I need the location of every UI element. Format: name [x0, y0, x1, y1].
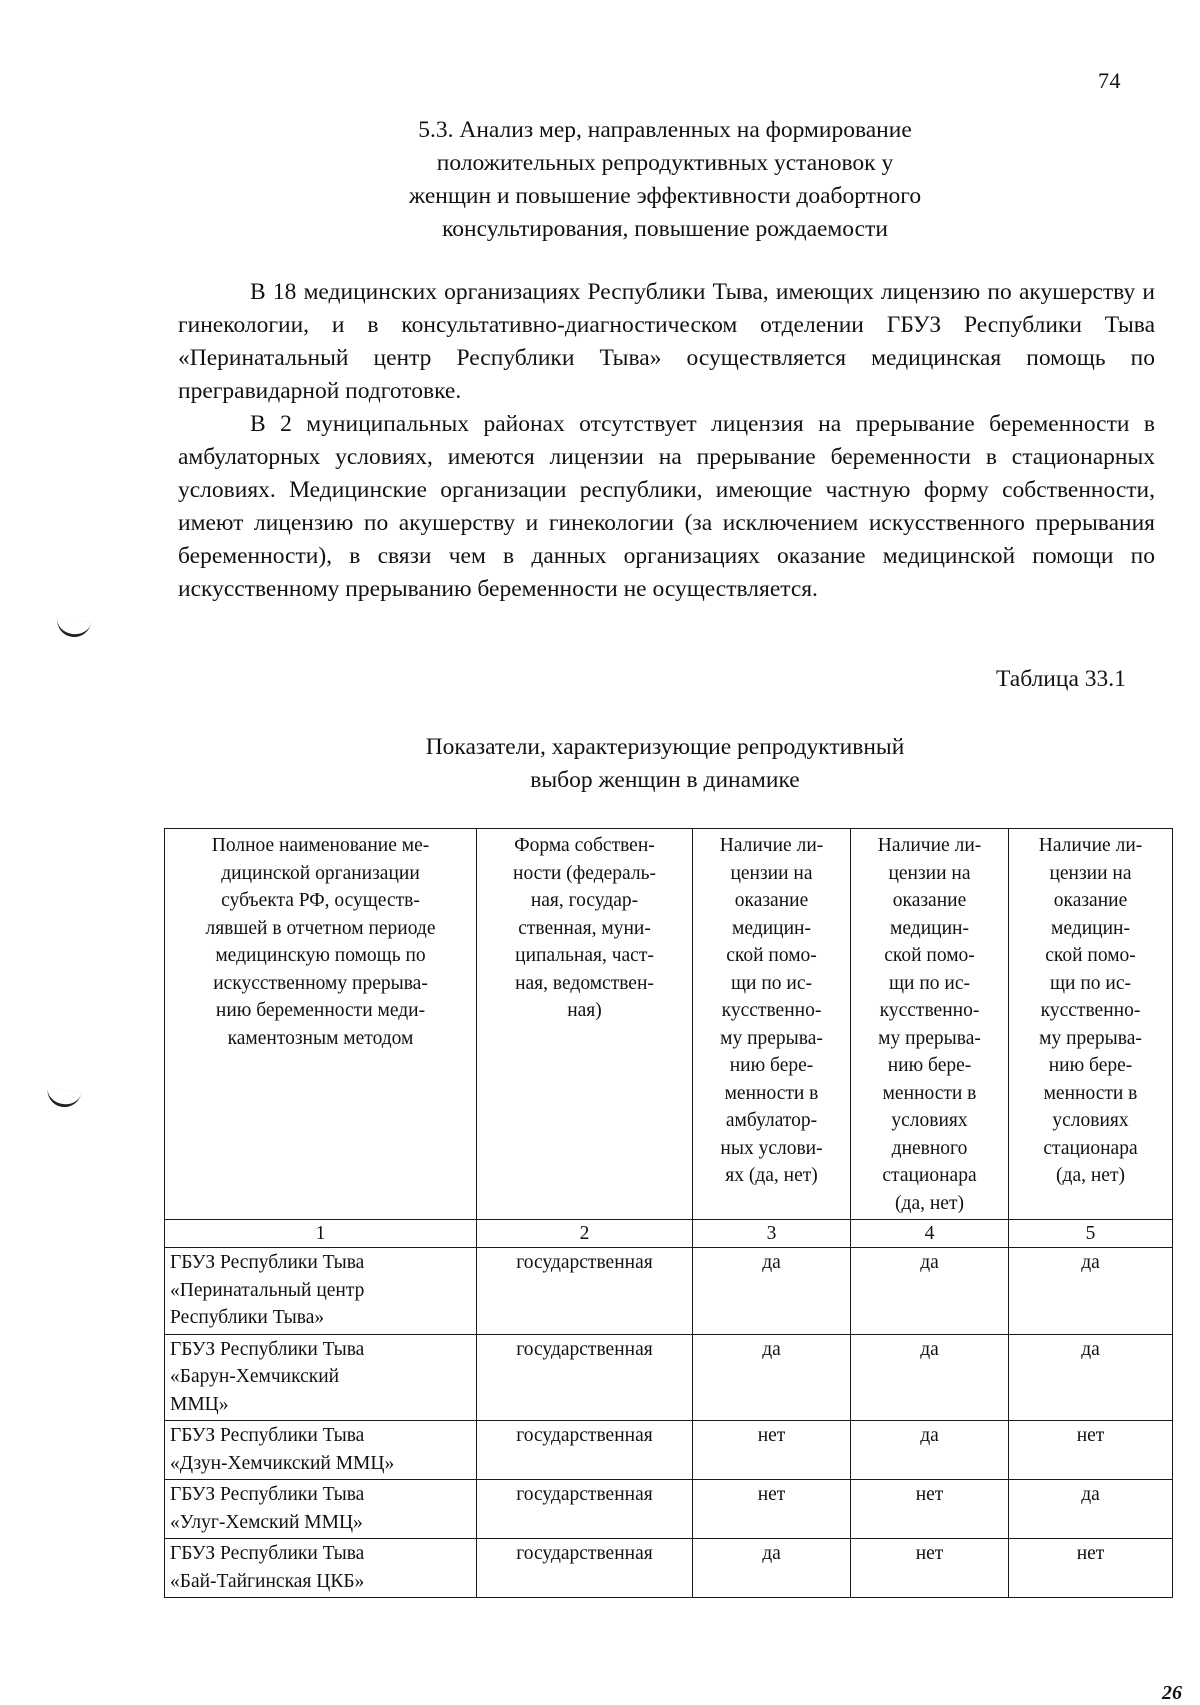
table-row	[165, 1480, 1173, 1539]
column-number: 1	[165, 1220, 477, 1248]
section-heading	[300, 114, 1030, 246]
day-hospital-license-cell: да	[851, 1421, 1009, 1480]
organization-cell: ГБУЗ Республики Тыва «Бай-Тайгинская ЦКБ»	[165, 1539, 477, 1598]
organization-cell: ГБУЗ Республики Тыва «Улуг-Хемский ММЦ»	[165, 1480, 477, 1539]
section-heading-line: консультирования, повышение рождаемости	[442, 216, 888, 242]
ownership-cell: государственная	[477, 1421, 693, 1480]
day-hospital-license-cell: нет	[851, 1539, 1009, 1598]
header-ownership-form: Форма собствен- ности (федераль- ная, государ- ственная, муни- ципальная, част- ная, ведомствен- ная)	[477, 829, 693, 1220]
header-license-ambulatory: Наличие ли- цензии на оказание медицин- ской помо- щи по ис- кусственно- му прерыва- нию бере- менности в амбулатор- ных услови- ях (да, нет)	[693, 829, 851, 1220]
table-row	[165, 1421, 1173, 1480]
page-number: 74	[1098, 68, 1121, 93]
hospital-license-cell: нет	[1009, 1421, 1173, 1480]
ambulatory-license-cell: нет	[693, 1421, 851, 1480]
header-license-day-hospital: Наличие ли- цензии на оказание медицин- ской помо- щи по ис- кусственно- му прерыва- нию бере- менности в условиях дневного стационара (да, нет)	[851, 829, 1009, 1220]
reproductive-choice-table	[164, 828, 1173, 1598]
ambulatory-license-cell: да	[693, 1334, 851, 1421]
header-license-hospital: Наличие ли- цензии на оказание медицин- ской помо- щи по ис- кусственно- му прерыва- нию бере- менности в условиях стационара (да, нет)	[1009, 829, 1173, 1220]
table-label: Таблица 33.1	[996, 666, 1126, 692]
paragraph-abortion-licensing: В 2 муниципальных районах отсутствует лицензия на прерывание беременности в амбулаторных условиях, имеются лицензии на прерывание беременности в стационарных условиях. Медицинские организации республики, имеющие частную форму собственности, имеют лицензию по акушерству и гинекологии (за исключением искусственного прерывания беременности), в связи чем в данных организациях оказание медицинской помощи по искусственному прерыванию беременности не осуществляется.	[178, 411, 1155, 602]
section-heading-line: женщин и повышение эффективности доабортного	[408, 183, 922, 209]
hospital-license-cell: нет	[1009, 1539, 1173, 1598]
scan-binding-mark	[55, 618, 91, 640]
day-hospital-license-cell: да	[851, 1334, 1009, 1421]
table-row	[165, 1334, 1173, 1421]
paragraph-preconception-care: В 18 медицинских организациях Республики Тыва, имеющих лицензию по акушерству и гинекологии, и в консультативно-диагностическом отделении ГБУЗ Республики Тыва «Перинатальный центр Республики Тыва» осуществляется медицинская помощь по прегравидарной подготовке.	[178, 279, 1155, 404]
table-caption	[330, 731, 1000, 797]
organization-cell: ГБУЗ Республики Тыва «Барун-Хемчикский ММЦ»	[165, 1334, 477, 1421]
column-number: 5	[1009, 1220, 1173, 1248]
ownership-cell: государственная	[477, 1480, 693, 1539]
column-number: 4	[851, 1220, 1009, 1248]
section-heading-line: положительных репродуктивных установок у	[436, 150, 894, 176]
ambulatory-license-cell: нет	[693, 1480, 851, 1539]
table-body	[165, 1220, 1173, 1598]
ownership-cell: государственная	[477, 1539, 693, 1598]
table-row	[165, 1539, 1173, 1598]
table-row	[165, 1248, 1173, 1335]
ownership-cell: государственная	[477, 1248, 693, 1335]
corner-page-mark: 26	[1162, 1682, 1182, 1704]
day-hospital-license-cell: да	[851, 1248, 1009, 1335]
scan-binding-mark	[45, 1087, 81, 1110]
organization-cell: ГБУЗ Республики Тыва «Дзун-Хемчикский ММЦ»	[165, 1421, 477, 1480]
table-header-row	[165, 829, 1173, 1220]
column-number-row	[165, 1220, 1173, 1248]
ownership-cell: государственная	[477, 1334, 693, 1421]
column-number: 3	[693, 1220, 851, 1248]
table-caption-line: Показатели, характеризующие репродуктивный	[425, 734, 905, 760]
ambulatory-license-cell: да	[693, 1539, 851, 1598]
section-heading-line: 5.3. Анализ мер, направленных на формирование	[418, 117, 912, 143]
table-caption-line: выбор женщин в динамике	[530, 767, 800, 793]
organization-cell: ГБУЗ Республики Тыва «Перинатальный центр Республики Тыва»	[165, 1248, 477, 1335]
hospital-license-cell: да	[1009, 1334, 1173, 1421]
hospital-license-cell: да	[1009, 1480, 1173, 1539]
ambulatory-license-cell: да	[693, 1248, 851, 1335]
header-organization-name: Полное наименование ме- дицинской организации субъекта РФ, осуществ- лявшей в отчетном периоде медицинскую помощь по искусственному прерыва- нию беременности меди- каментозным методом	[165, 829, 477, 1220]
column-number: 2	[477, 1220, 693, 1248]
hospital-license-cell: да	[1009, 1248, 1173, 1335]
day-hospital-license-cell: нет	[851, 1480, 1009, 1539]
body-text	[178, 276, 1155, 606]
